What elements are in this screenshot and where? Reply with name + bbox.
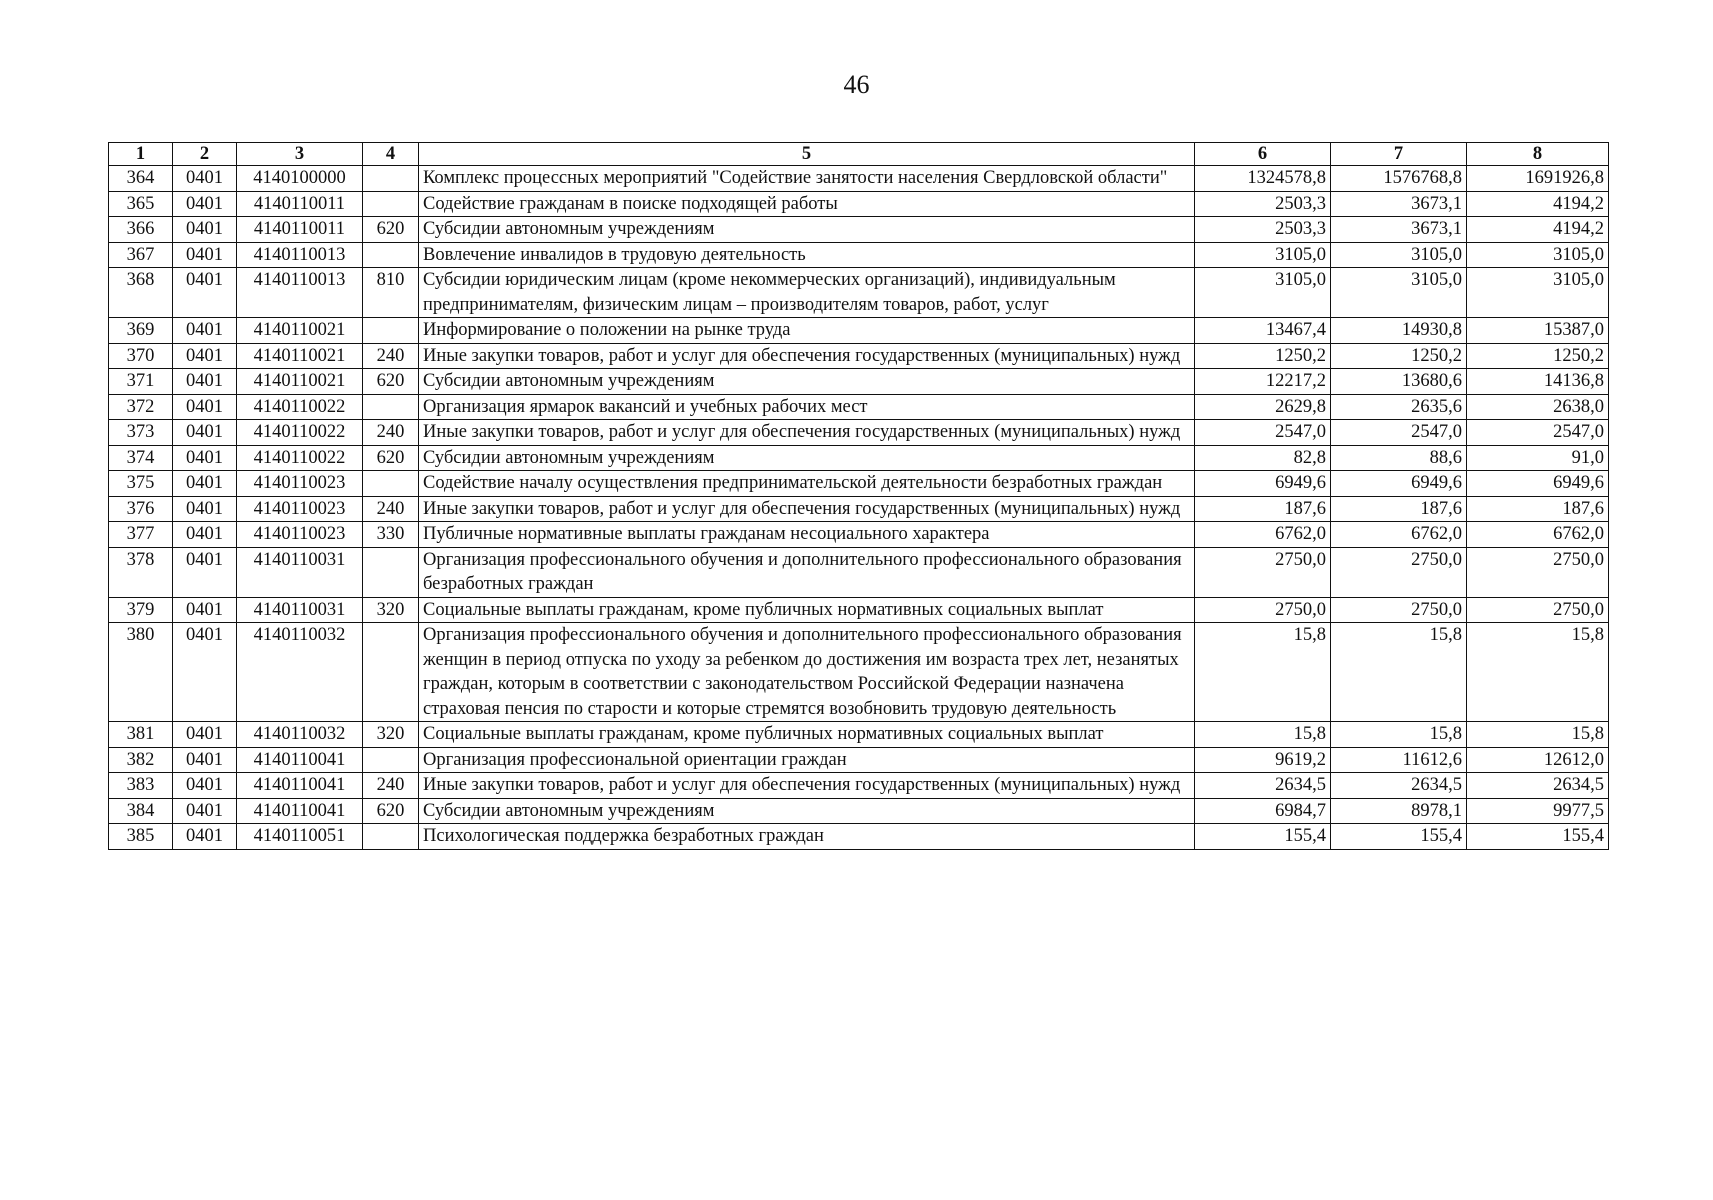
expense-type-cell: 240: [363, 496, 419, 522]
budget-table: [108, 142, 1609, 850]
amount-col7-cell: 1250,2: [1331, 343, 1467, 369]
amount-col8-cell: 4194,2: [1467, 191, 1609, 217]
target-code-cell: 4140110022: [237, 394, 363, 420]
section-code-cell: 0401: [173, 496, 237, 522]
target-code-cell: 4140110011: [237, 217, 363, 243]
target-code-cell: 4140110031: [237, 547, 363, 597]
amount-col8-cell: 3105,0: [1467, 268, 1609, 318]
amount-col7-cell: 3105,0: [1331, 242, 1467, 268]
amount-col8-cell: 3105,0: [1467, 242, 1609, 268]
item-name-cell: Иные закупки товаров, работ и услуг для обеспечения государственных (муниципальных) нужд: [419, 496, 1195, 522]
target-code-cell: 4140110023: [237, 496, 363, 522]
table-body: [109, 166, 1609, 850]
target-code-cell: 4140110013: [237, 242, 363, 268]
section-code-cell: 0401: [173, 318, 237, 344]
section-code-cell: 0401: [173, 547, 237, 597]
amount-col7-cell: 11612,6: [1331, 747, 1467, 773]
amount-col8-cell: 187,6: [1467, 496, 1609, 522]
amount-col7-cell: 2750,0: [1331, 597, 1467, 623]
target-code-cell: 4140110021: [237, 343, 363, 369]
amount-col7-cell: 15,8: [1331, 623, 1467, 722]
amount-col8-cell: 155,4: [1467, 824, 1609, 850]
target-code-cell: 4140110022: [237, 445, 363, 471]
section-code-cell: 0401: [173, 343, 237, 369]
row-number-cell: 368: [109, 268, 173, 318]
amount-col7-cell: 6762,0: [1331, 522, 1467, 548]
item-name-cell: Субсидии автономным учреждениям: [419, 445, 1195, 471]
target-code-cell: 4140110021: [237, 318, 363, 344]
row-number-cell: 385: [109, 824, 173, 850]
row-number-cell: 377: [109, 522, 173, 548]
target-code-cell: 4140100000: [237, 166, 363, 192]
amount-col6-cell: 187,6: [1195, 496, 1331, 522]
amount-col6-cell: 2547,0: [1195, 420, 1331, 446]
amount-col8-cell: 2634,5: [1467, 773, 1609, 799]
table-row: [109, 798, 1609, 824]
amount-col7-cell: 2547,0: [1331, 420, 1467, 446]
expense-type-cell: [363, 191, 419, 217]
amount-col6-cell: 15,8: [1195, 623, 1331, 722]
section-code-cell: 0401: [173, 471, 237, 497]
table-row: [109, 623, 1609, 722]
item-name-cell: Содействие началу осуществления предпринимательской деятельности безработных граждан: [419, 471, 1195, 497]
amount-col8-cell: 9977,5: [1467, 798, 1609, 824]
amount-col6-cell: 13467,4: [1195, 318, 1331, 344]
expense-type-cell: [363, 318, 419, 344]
table-row: [109, 394, 1609, 420]
amount-col7-cell: 3673,1: [1331, 217, 1467, 243]
amount-col8-cell: 15,8: [1467, 623, 1609, 722]
target-code-cell: 4140110011: [237, 191, 363, 217]
expense-type-cell: 810: [363, 268, 419, 318]
expense-type-cell: 330: [363, 522, 419, 548]
amount-col7-cell: 187,6: [1331, 496, 1467, 522]
column-header: 7: [1331, 143, 1467, 166]
row-number-cell: 366: [109, 217, 173, 243]
item-name-cell: Организация ярмарок вакансий и учебных рабочих мест: [419, 394, 1195, 420]
column-header: 2: [173, 143, 237, 166]
amount-col7-cell: 2750,0: [1331, 547, 1467, 597]
item-name-cell: Иные закупки товаров, работ и услуг для обеспечения государственных (муниципальных) нужд: [419, 420, 1195, 446]
table-row: [109, 445, 1609, 471]
table-row: [109, 547, 1609, 597]
amount-col6-cell: 1324578,8: [1195, 166, 1331, 192]
amount-col6-cell: 2750,0: [1195, 547, 1331, 597]
target-code-cell: 4140110041: [237, 773, 363, 799]
target-code-cell: 4140110023: [237, 522, 363, 548]
table-row: [109, 343, 1609, 369]
section-code-cell: 0401: [173, 773, 237, 799]
item-name-cell: Публичные нормативные выплаты гражданам несоциального характера: [419, 522, 1195, 548]
expense-type-cell: [363, 394, 419, 420]
section-code-cell: 0401: [173, 191, 237, 217]
amount-col6-cell: 9619,2: [1195, 747, 1331, 773]
table-row: [109, 369, 1609, 395]
row-number-cell: 371: [109, 369, 173, 395]
item-name-cell: Организация профессионального обучения и дополнительного профессионального образования безработных граждан: [419, 547, 1195, 597]
page-number: 46: [843, 70, 870, 99]
row-number-cell: 381: [109, 722, 173, 748]
table-row: [109, 747, 1609, 773]
table-row: [109, 217, 1609, 243]
amount-col8-cell: 1691926,8: [1467, 166, 1609, 192]
amount-col6-cell: 2629,8: [1195, 394, 1331, 420]
target-code-cell: 4140110023: [237, 471, 363, 497]
amount-col6-cell: 1250,2: [1195, 343, 1331, 369]
table-row: [109, 420, 1609, 446]
amount-col7-cell: 14930,8: [1331, 318, 1467, 344]
row-number-cell: 372: [109, 394, 173, 420]
expense-type-cell: 240: [363, 773, 419, 799]
row-number-cell: 370: [109, 343, 173, 369]
amount-col6-cell: 82,8: [1195, 445, 1331, 471]
amount-col6-cell: 2503,3: [1195, 217, 1331, 243]
amount-col7-cell: 88,6: [1331, 445, 1467, 471]
column-header: 8: [1467, 143, 1609, 166]
amount-col7-cell: 2634,5: [1331, 773, 1467, 799]
amount-col8-cell: 2547,0: [1467, 420, 1609, 446]
expense-type-cell: [363, 623, 419, 722]
item-name-cell: Комплекс процессных мероприятий "Содействие занятости населения Свердловской области": [419, 166, 1195, 192]
amount-col7-cell: 8978,1: [1331, 798, 1467, 824]
row-number-cell: 380: [109, 623, 173, 722]
expense-type-cell: 320: [363, 597, 419, 623]
amount-col7-cell: 13680,6: [1331, 369, 1467, 395]
target-code-cell: 4140110051: [237, 824, 363, 850]
table-row: [109, 824, 1609, 850]
header-row: [109, 143, 1609, 166]
row-number-cell: 379: [109, 597, 173, 623]
target-code-cell: 4140110013: [237, 268, 363, 318]
section-code-cell: 0401: [173, 597, 237, 623]
amount-col6-cell: 155,4: [1195, 824, 1331, 850]
amount-col8-cell: 2750,0: [1467, 597, 1609, 623]
amount-col8-cell: 15387,0: [1467, 318, 1609, 344]
table-row: [109, 597, 1609, 623]
item-name-cell: Вовлечение инвалидов в трудовую деятельность: [419, 242, 1195, 268]
item-name-cell: Социальные выплаты гражданам, кроме публичных нормативных социальных выплат: [419, 597, 1195, 623]
item-name-cell: Иные закупки товаров, работ и услуг для обеспечения государственных (муниципальных) нужд: [419, 773, 1195, 799]
expense-type-cell: [363, 824, 419, 850]
section-code-cell: 0401: [173, 722, 237, 748]
expense-type-cell: [363, 547, 419, 597]
table-row: [109, 722, 1609, 748]
column-header: 1: [109, 143, 173, 166]
amount-col8-cell: 6949,6: [1467, 471, 1609, 497]
amount-col8-cell: 91,0: [1467, 445, 1609, 471]
table-header: [109, 143, 1609, 166]
table-row: [109, 268, 1609, 318]
item-name-cell: Психологическая поддержка безработных граждан: [419, 824, 1195, 850]
table-row: [109, 242, 1609, 268]
section-code-cell: 0401: [173, 445, 237, 471]
row-number-cell: 373: [109, 420, 173, 446]
target-code-cell: 4140110021: [237, 369, 363, 395]
item-name-cell: Организация профессиональной ориентации граждан: [419, 747, 1195, 773]
expense-type-cell: [363, 471, 419, 497]
row-number-cell: 384: [109, 798, 173, 824]
row-number-cell: 383: [109, 773, 173, 799]
amount-col7-cell: 2635,6: [1331, 394, 1467, 420]
section-code-cell: 0401: [173, 798, 237, 824]
expense-type-cell: 620: [363, 217, 419, 243]
amount-col6-cell: 12217,2: [1195, 369, 1331, 395]
section-code-cell: 0401: [173, 747, 237, 773]
target-code-cell: 4140110032: [237, 623, 363, 722]
amount-col6-cell: 2503,3: [1195, 191, 1331, 217]
item-name-cell: Информирование о положении на рынке труда: [419, 318, 1195, 344]
target-code-cell: 4140110041: [237, 747, 363, 773]
amount-col7-cell: 1576768,8: [1331, 166, 1467, 192]
amount-col6-cell: 2634,5: [1195, 773, 1331, 799]
column-header: 5: [419, 143, 1195, 166]
expense-type-cell: [363, 166, 419, 192]
target-code-cell: 4140110041: [237, 798, 363, 824]
expense-type-cell: 320: [363, 722, 419, 748]
item-name-cell: Субсидии юридическим лицам (кроме некоммерческих организаций), индивидуальным предпринимателям, физическим лицам – производителям товаров, работ, услуг: [419, 268, 1195, 318]
amount-col8-cell: 1250,2: [1467, 343, 1609, 369]
target-code-cell: 4140110022: [237, 420, 363, 446]
amount-col6-cell: 2750,0: [1195, 597, 1331, 623]
target-code-cell: 4140110031: [237, 597, 363, 623]
expense-type-cell: [363, 747, 419, 773]
item-name-cell: Субсидии автономным учреждениям: [419, 217, 1195, 243]
section-code-cell: 0401: [173, 217, 237, 243]
amount-col6-cell: 6949,6: [1195, 471, 1331, 497]
amount-col7-cell: 6949,6: [1331, 471, 1467, 497]
item-name-cell: Содействие гражданам в поиске подходящей работы: [419, 191, 1195, 217]
amount-col6-cell: 6984,7: [1195, 798, 1331, 824]
amount-col8-cell: 12612,0: [1467, 747, 1609, 773]
item-name-cell: Социальные выплаты гражданам, кроме публичных нормативных социальных выплат: [419, 722, 1195, 748]
amount-col7-cell: 155,4: [1331, 824, 1467, 850]
table-row: [109, 471, 1609, 497]
amount-col8-cell: 2750,0: [1467, 547, 1609, 597]
section-code-cell: 0401: [173, 242, 237, 268]
amount-col7-cell: 15,8: [1331, 722, 1467, 748]
expense-type-cell: [363, 242, 419, 268]
section-code-cell: 0401: [173, 166, 237, 192]
expense-type-cell: 620: [363, 445, 419, 471]
table-row: [109, 773, 1609, 799]
amount-col8-cell: 2638,0: [1467, 394, 1609, 420]
row-number-cell: 367: [109, 242, 173, 268]
target-code-cell: 4140110032: [237, 722, 363, 748]
section-code-cell: 0401: [173, 394, 237, 420]
row-number-cell: 375: [109, 471, 173, 497]
amount-col6-cell: 3105,0: [1195, 268, 1331, 318]
table-row: [109, 191, 1609, 217]
table-row: [109, 318, 1609, 344]
amount-col6-cell: 15,8: [1195, 722, 1331, 748]
section-code-cell: 0401: [173, 369, 237, 395]
row-number-cell: 365: [109, 191, 173, 217]
table-row: [109, 496, 1609, 522]
item-name-cell: Иные закупки товаров, работ и услуг для обеспечения государственных (муниципальных) нужд: [419, 343, 1195, 369]
amount-col6-cell: 3105,0: [1195, 242, 1331, 268]
row-number-cell: 382: [109, 747, 173, 773]
section-code-cell: 0401: [173, 420, 237, 446]
column-header: 6: [1195, 143, 1331, 166]
item-name-cell: Субсидии автономным учреждениям: [419, 369, 1195, 395]
section-code-cell: 0401: [173, 824, 237, 850]
item-name-cell: Субсидии автономным учреждениям: [419, 798, 1195, 824]
row-number-cell: 374: [109, 445, 173, 471]
table-row: [109, 166, 1609, 192]
amount-col8-cell: 6762,0: [1467, 522, 1609, 548]
column-header: 3: [237, 143, 363, 166]
amount-col6-cell: 6762,0: [1195, 522, 1331, 548]
expense-type-cell: 620: [363, 798, 419, 824]
item-name-cell: Организация профессионального обучения и дополнительного профессионального образования женщин в период отпуска по уходу за ребенком до достижения им возраста трех лет, незанятых граждан, которым в соответствии с законодательством Российской Федерации назначена страховая пенсия по старости и которые стремятся возобновить трудовую деятельность: [419, 623, 1195, 722]
amount-col7-cell: 3673,1: [1331, 191, 1467, 217]
section-code-cell: 0401: [173, 268, 237, 318]
column-header: 4: [363, 143, 419, 166]
section-code-cell: 0401: [173, 623, 237, 722]
table-row: [109, 522, 1609, 548]
row-number-cell: 376: [109, 496, 173, 522]
expense-type-cell: 620: [363, 369, 419, 395]
row-number-cell: 378: [109, 547, 173, 597]
row-number-cell: 364: [109, 166, 173, 192]
expense-type-cell: 240: [363, 420, 419, 446]
expense-type-cell: 240: [363, 343, 419, 369]
section-code-cell: 0401: [173, 522, 237, 548]
amount-col8-cell: 14136,8: [1467, 369, 1609, 395]
amount-col8-cell: 15,8: [1467, 722, 1609, 748]
amount-col8-cell: 4194,2: [1467, 217, 1609, 243]
row-number-cell: 369: [109, 318, 173, 344]
amount-col7-cell: 3105,0: [1331, 268, 1467, 318]
